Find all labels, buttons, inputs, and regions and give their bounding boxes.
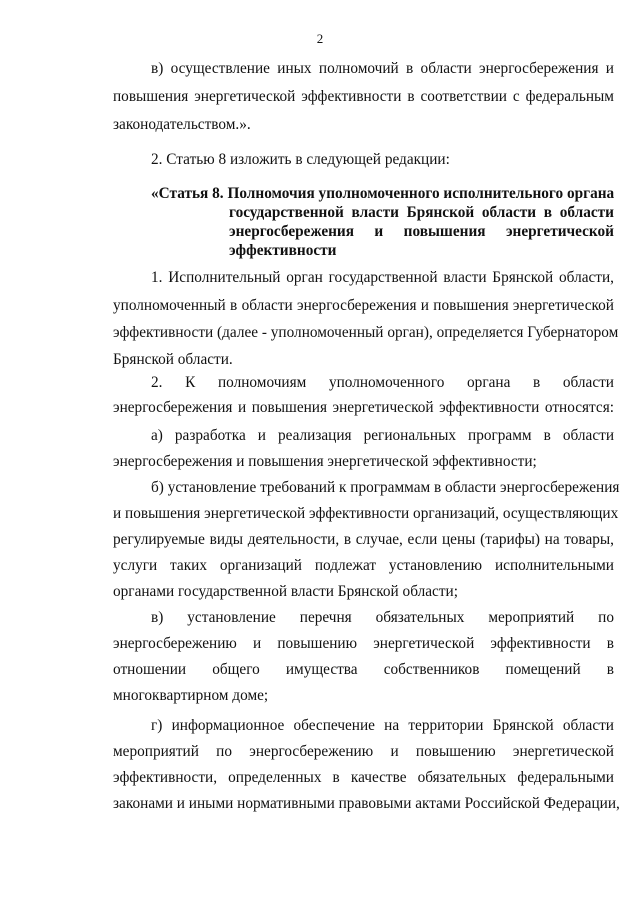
article-heading-line: энергосбережения и повышения энергетической [229,223,614,240]
text-line: в) осуществление иных полномочий в области энергосбережения и [151,60,614,77]
page-number: 2 [316,31,324,46]
text-line: и повышения энергетической эффективности организаций, осуществляющих [113,505,619,522]
text-line: регулируемые виды деятельности, в случае, если цены (тарифы) на товары, [113,531,614,548]
text-line: многоквартирном доме; [113,687,269,704]
article-heading-line: эффективности [229,242,337,259]
text-line: энергосбережению и повышению энергетической эффективности в [113,635,614,652]
text-line: г) информационное обеспечение на территории Брянской области [151,717,614,734]
text-line: законодательством.». [113,116,251,133]
text-line: 2. К полномочиям уполномоченного органа в области [151,374,614,391]
text-line: энергосбережения и повышения энергетической эффективности; [113,453,537,470]
text-line: 2. Статью 8 изложить в следующей редакции: [151,151,450,168]
text-line: мероприятий по энергосбережению и повышению энергетической [113,743,614,760]
text-line: повышения энергетической эффективности в соответствии с федеральным [113,88,614,105]
text-line: законами и иными нормативными правовыми актами Российской Федерации, [113,795,620,812]
text-line: уполномоченный в области энергосбережения и повышения энергетической [113,297,614,314]
text-line: органами государственной власти Брянской области; [113,583,458,600]
text-line: 1. Исполнительный орган государственной власти Брянской области, [151,269,614,286]
text-line: энергосбережения и повышения энергетической эффективности относятся: [113,399,614,416]
article-heading-line: государственной власти Брянской области в области [229,204,614,221]
text-line: Брянской области. [113,351,233,368]
article-heading-line: «Статья 8. Полномочия уполномоченного исполнительного органа [151,185,615,202]
text-line: услуги таких организаций подлежат установлению исполнительными [113,557,614,574]
text-line: а) разработка и реализация региональных программ в области [151,427,614,444]
text-line: отношении общего имущества собственников помещений в [113,661,614,678]
text-line: б) установление требований к программам в области энергосбережения [151,479,620,496]
text-line: эффективности (далее - уполномоченный орган), определяется Губернатором [113,324,619,341]
text-line: в) установление перечня обязательных мероприятий по [151,609,614,626]
text-line: эффективности, определенных в качестве обязательных федеральными [113,769,614,786]
